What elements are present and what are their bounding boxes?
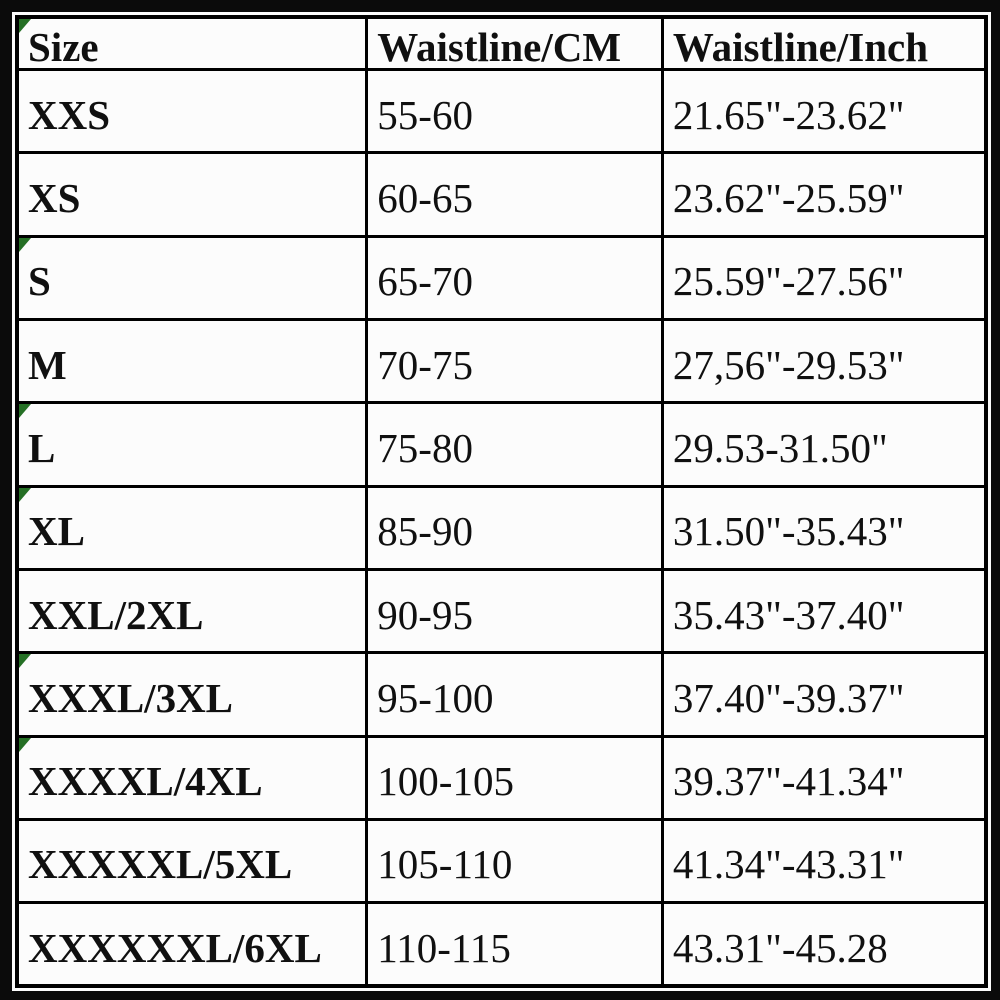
cm-cell: 60-65 — [367, 153, 663, 236]
inch-cell: 23.62"-25.59" — [662, 153, 986, 236]
size-cell — [17, 653, 367, 736]
size-cell — [17, 819, 367, 902]
size-label: L — [28, 424, 56, 471]
size-cell — [17, 903, 367, 986]
table-row — [17, 70, 986, 153]
cm-cell: 75-80 — [367, 403, 663, 486]
table-row — [17, 903, 986, 986]
table-row — [17, 736, 986, 819]
size-chart-table — [15, 15, 988, 988]
table-row — [17, 653, 986, 736]
inch-cell: 41.34"-43.31" — [662, 819, 986, 902]
green-triangle-icon — [19, 19, 31, 33]
inch-cell: 35.43"-37.40" — [662, 569, 986, 652]
inch-cell: 39.37"-41.34" — [662, 736, 986, 819]
size-cell — [17, 319, 367, 402]
green-triangle-icon — [19, 238, 31, 252]
size-label: XXXXL/4XL — [28, 758, 263, 805]
size-cell — [17, 569, 367, 652]
inch-cell: 43.31"-45.28 — [662, 903, 986, 986]
table-row — [17, 153, 986, 236]
inch-cell: 31.50"-35.43" — [662, 486, 986, 569]
cm-cell: 90-95 — [367, 569, 663, 652]
green-triangle-icon — [19, 488, 31, 502]
cm-cell: 55-60 — [367, 70, 663, 153]
size-cell — [17, 403, 367, 486]
cm-cell: 65-70 — [367, 236, 663, 319]
inch-cell: 21.65"-23.62" — [662, 70, 986, 153]
cm-cell: 70-75 — [367, 319, 663, 402]
size-cell — [17, 70, 367, 153]
cm-cell: 105-110 — [367, 819, 663, 902]
size-cell — [17, 153, 367, 236]
inch-cell: 25.59"-27.56" — [662, 236, 986, 319]
green-triangle-icon — [19, 404, 31, 418]
table-row — [17, 403, 986, 486]
size-label: XXXL/3XL — [28, 674, 234, 721]
column-header-cm — [367, 17, 663, 70]
size-label: XL — [28, 508, 85, 555]
size-label: S — [28, 258, 51, 305]
size-chart-sheet — [12, 12, 991, 991]
column-header-cm-label: Waistline/CM — [377, 24, 622, 70]
table-row — [17, 319, 986, 402]
column-header-size — [17, 17, 367, 70]
inch-cell: 27,56"-29.53" — [662, 319, 986, 402]
size-cell — [17, 236, 367, 319]
size-label: XS — [28, 174, 81, 221]
size-label: XXXXXL/5XL — [28, 841, 293, 888]
column-header-size-label: Size — [28, 24, 99, 70]
size-label: XXXXXXL/6XL — [28, 924, 322, 971]
cm-cell: 85-90 — [367, 486, 663, 569]
green-triangle-icon — [19, 654, 31, 668]
column-header-inch — [662, 17, 986, 70]
table-row — [17, 236, 986, 319]
cm-cell: 100-105 — [367, 736, 663, 819]
green-triangle-icon — [19, 738, 31, 752]
table-row — [17, 569, 986, 652]
size-label: M — [28, 341, 67, 388]
table-row — [17, 486, 986, 569]
size-label: XXL/2XL — [28, 591, 204, 638]
cm-cell: 110-115 — [367, 903, 663, 986]
table-row — [17, 819, 986, 902]
inch-cell: 29.53-31.50" — [662, 403, 986, 486]
column-header-inch-label: Waistline/Inch — [672, 24, 928, 70]
size-cell — [17, 486, 367, 569]
cm-cell: 95-100 — [367, 653, 663, 736]
inch-cell: 37.40"-39.37" — [662, 653, 986, 736]
header-row — [17, 17, 986, 70]
size-label: XXS — [28, 91, 111, 138]
size-cell — [17, 736, 367, 819]
